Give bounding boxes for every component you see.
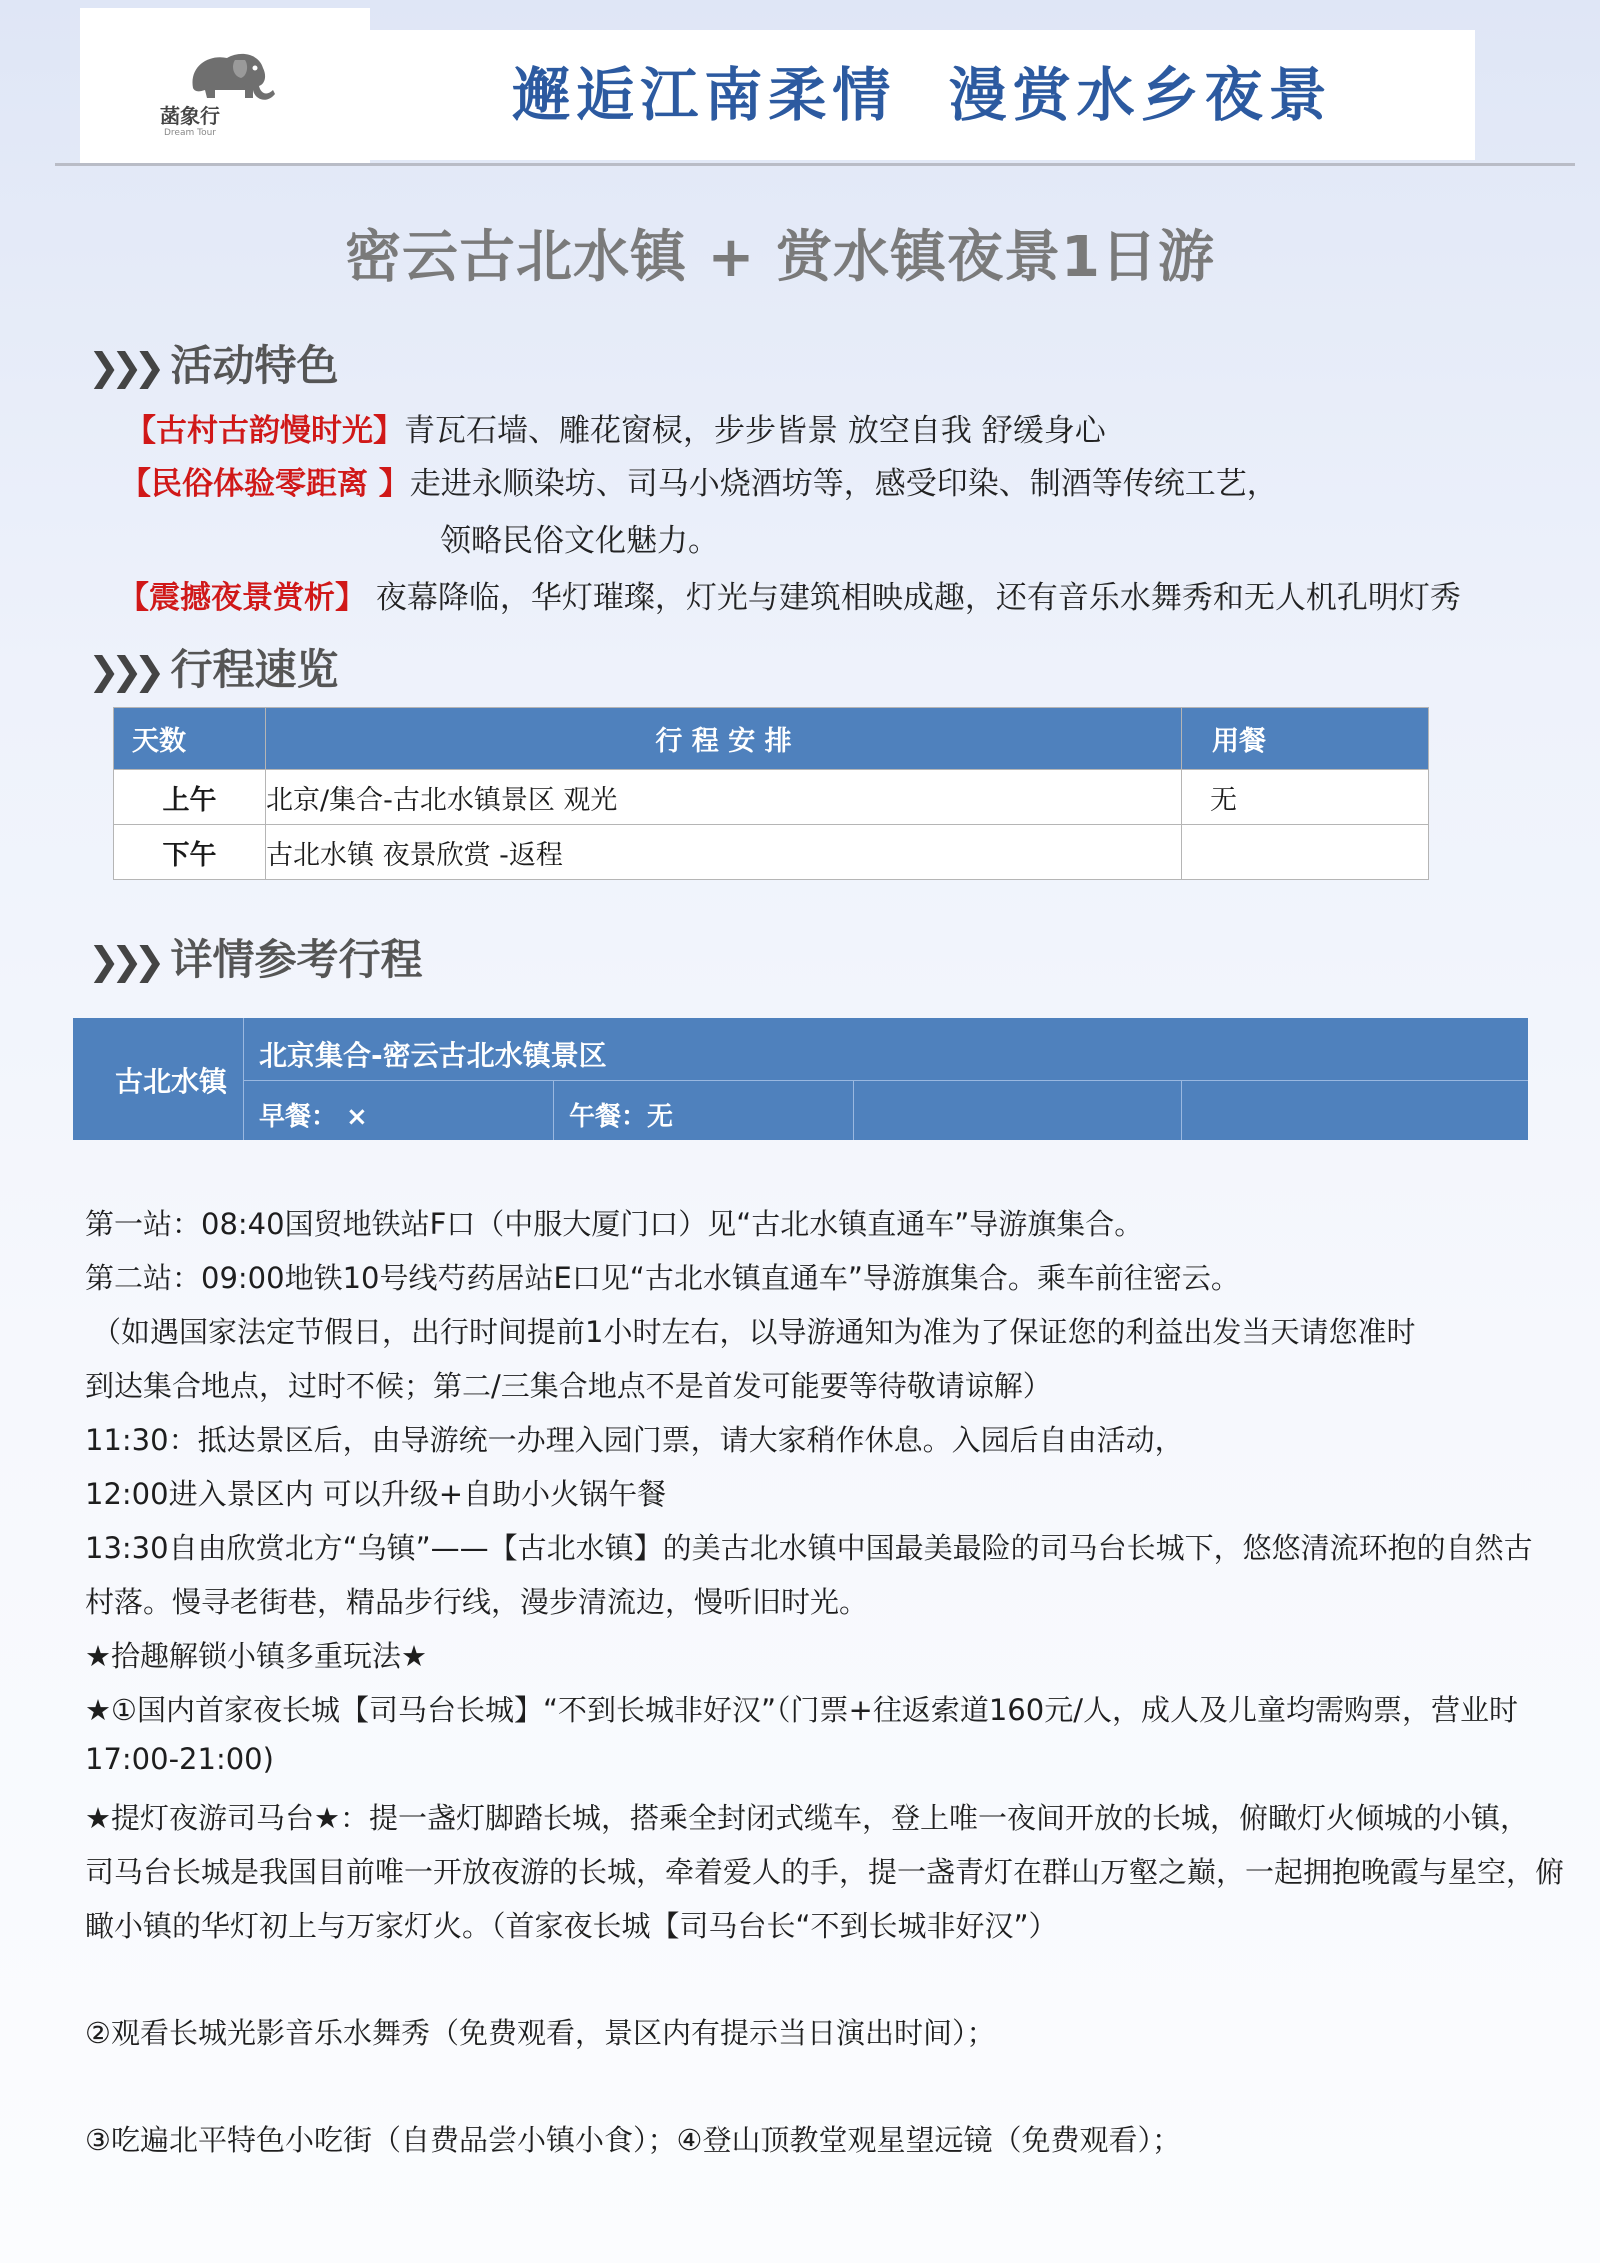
cell-divider: [243, 1018, 244, 1140]
table-row: [114, 825, 1429, 880]
schedule-cell: 古北水镇 夜景欣赏 -返程: [266, 825, 1182, 880]
itinerary-line: 司马台长城是我国目前唯一开放夜游的长城，牵着爱人的手，提一盏青灯在群山万壑之巅，一起拥抱晚霞与星空，俯: [85, 1855, 1565, 1889]
logo-subtext: Dream Tour: [164, 128, 216, 138]
section-title: 详情参考行程: [170, 935, 423, 984]
logo-text: 菡象行: [160, 104, 220, 128]
day-cell: 上午: [114, 770, 266, 825]
feature-text: 领略民俗文化魅力。: [440, 523, 719, 559]
itinerary-line: ③吃遍北平特色小吃街（自费品尝小镇小食）；④登山顶教堂观星望远镜（免费观看）；: [85, 2123, 1181, 2157]
itinerary-line: 第二站：09:00地铁10号线芍药居站E口见“古北水镇直通车”导游旗集合。乘车前往密云。: [85, 1261, 1240, 1295]
chevrons-icon: ❯❯❯: [88, 649, 157, 693]
overview-table: [113, 707, 1429, 880]
feature-line: [125, 405, 1106, 450]
itinerary-line: ②观看长城光影音乐水舞秀（免费观看，景区内有提示当日演出时间）；: [85, 2016, 996, 2050]
column-header-meal: 用餐: [1182, 708, 1429, 770]
column-header-day: 天数: [114, 708, 266, 770]
section-title: 活动特色: [170, 341, 339, 390]
lunch-cell: 午餐：无: [569, 1102, 674, 1132]
feature-text: 青瓦石墙、雕花窗棂，步步皆景 放空自我 舒缓身心: [404, 413, 1106, 449]
detail-table: [73, 1018, 1528, 1140]
slogan: 邂逅江南柔情 漫赏水乡夜景: [512, 61, 1333, 129]
feature-tag: 【民俗体验零距离 】: [120, 466, 410, 502]
feature-tag: 【震撼夜景赏析】: [118, 580, 366, 616]
cell-divider: [553, 1080, 554, 1140]
place-cell: 古北水镇: [115, 1065, 228, 1098]
feature-tag: 【古村古韵慢时光】: [125, 413, 404, 449]
schedule-cell: 北京/集合-古北水镇景区 观光: [266, 770, 1182, 825]
feature-line: [118, 572, 1461, 617]
feature-text: 走进永顺染坊、司马小烧酒坊等，感受印染、制酒等传统工艺，: [409, 466, 1278, 502]
itinerary-line: 村落。慢寻老街巷，精品步行线，漫步清流边，慢听旧时光。: [85, 1585, 869, 1619]
itinerary-line: 到达集合地点，过时不候；第二/三集合地点不是首发可能要等待敬请谅解）: [85, 1369, 1052, 1403]
row-divider: [243, 1080, 1528, 1081]
table-header-row: [114, 708, 1429, 770]
itinerary-line: 13:30自由欣赏北方“乌镇”——【古北水镇】的美古北水镇中国最美最险的司马台长城下，悠悠清流环抱的自然古: [85, 1531, 1533, 1565]
itinerary-line: 12:00进入景区内 可以升级+自助小火锅午餐: [85, 1477, 667, 1511]
itinerary-line: ★提灯夜游司马台★：提一盏灯脚踏长城，搭乘全封闭式缆车，登上唯一夜间开放的长城，俯瞰灯火倾城的小镇，: [85, 1801, 1529, 1835]
meal-cell: [1182, 825, 1429, 880]
meal-cell: 无: [1182, 770, 1429, 825]
header-divider: [55, 163, 1575, 166]
section-heading-details: [88, 927, 423, 987]
itinerary-line: ★拾趣解锁小镇多重玩法★: [85, 1639, 427, 1673]
day-cell: 下午: [114, 825, 266, 880]
itinerary-line: ★①国内首家夜长城【司马台长城】“不到长城非好汉”（门票+往返索道160元/人，成人及儿童均需购票，营业时: [85, 1693, 1518, 1727]
chevrons-icon: ❯❯❯: [88, 345, 157, 389]
itinerary-line: 17:00-21:00): [85, 1742, 274, 1776]
page-title: 密云古北水镇 + 赏水镇夜景1日游: [345, 225, 1215, 290]
section-heading-overview: [88, 637, 339, 697]
logo-panel: [80, 8, 370, 163]
section-heading-features: [88, 333, 339, 393]
feature-line: [120, 458, 1278, 503]
section-title: 行程速览: [170, 645, 339, 694]
column-header-schedule: 行 程 安 排: [266, 708, 1182, 770]
cell-divider: [853, 1080, 854, 1140]
feature-line: [440, 515, 719, 560]
itinerary-line: 第一站：08:40国贸地铁站F口（中服大厦门口）见“古北水镇直通车”导游旗集合。: [85, 1207, 1144, 1241]
itinerary-line: 11:30：抵达景区后，由导游统一办理入园门票，请大家稍作休息。入园后自由活动，: [85, 1423, 1184, 1457]
feature-text: 夜幕降临，华灯璀璨，灯光与建筑相映成趣，还有音乐水舞秀和无人机孔明灯秀: [366, 580, 1461, 616]
breakfast-cell: 早餐： ×: [259, 1102, 368, 1132]
itinerary-line: （如遇国家法定节假日，出行时间提前1小时左右，以导游通知为准为了保证您的利益出发当天请您准时: [92, 1315, 1416, 1349]
cell-divider: [1181, 1080, 1182, 1140]
itinerary-line: 瞰小镇的华灯初上与万家灯火。（首家夜长城【司马台长“不到长城非好汉”）: [85, 1909, 1058, 1943]
table-row: [114, 770, 1429, 825]
chevrons-icon: ❯❯❯: [88, 939, 157, 983]
route-cell: 北京集合-密云古北水镇景区: [259, 1039, 607, 1072]
